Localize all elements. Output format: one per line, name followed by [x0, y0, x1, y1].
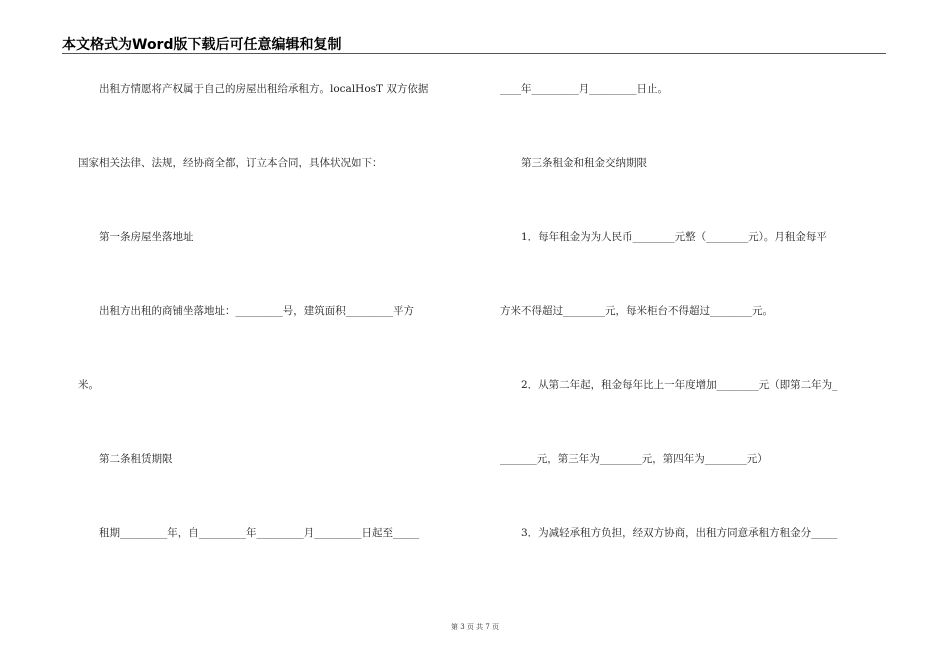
right-line-3: 1．每年租金为为人民币________元整（________元）。月租金每平 [500, 231, 827, 243]
right-line-5: 2．从第二年起，租金每年比上一年度增加________元（即第二年为_ [500, 379, 838, 391]
left-line-3: 第一条房屋坐落地址 [78, 231, 194, 243]
left-line-6: 第二条租赁期限 [78, 453, 173, 465]
right-line-2: 第三条租金和租金交纳期限 [500, 157, 647, 169]
page-number: 第 3 页 共 7 页 [450, 623, 500, 631]
left-line-7: 租期_________年，自_________年_________月_________日起至_____ [78, 527, 420, 539]
right-line-7: 3．为减轻承租方负担，经双方协商，出租方同意承租方租金分_____ [500, 527, 838, 539]
left-line-5: 米。 [78, 379, 99, 391]
left-line-1: 出租方情愿将产权属于自己的房屋出租给承租方。localHosT 双方依据 [78, 83, 429, 95]
right-line-6: _______元，第三年为________元，第四年为________元） [500, 453, 768, 465]
left-line-4: 出租方出租的商铺坐落地址：_________号，建筑面积_________平方 [78, 305, 414, 317]
header-divider [62, 53, 886, 54]
left-line-2: 国家相关法律、法规，经协商全都，订立本合同，具体状况如下： [78, 157, 383, 169]
right-line-1: ____年_________月_________日止。 [500, 83, 668, 95]
right-line-4: 方米不得超过________元，每米柜台不得超过________元。 [500, 305, 773, 317]
document-header-title: 本文格式为Word版下载后可任意编辑和复制 [62, 37, 342, 53]
